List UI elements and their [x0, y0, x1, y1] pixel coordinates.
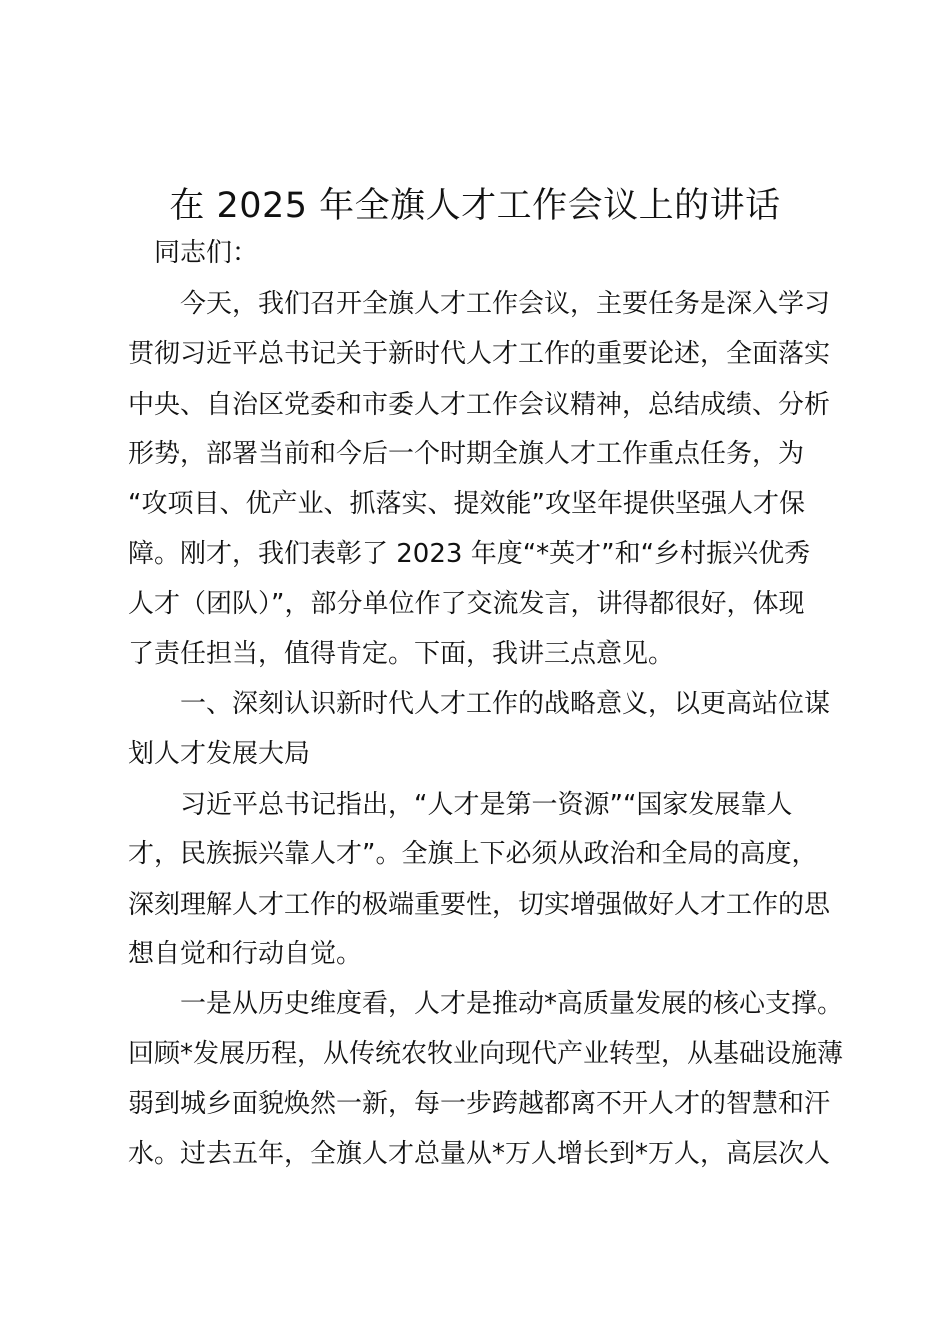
body-line: 障。刚才，我们表彰了 2023 年度“*英才”和“乡村振兴优秀 — [128, 539, 811, 569]
body-line: 中央、自治区党委和市委人才工作会议精神，总结成绩、分析 — [128, 390, 831, 420]
body-line: 回顾*发展历程，从传统农牧业向现代产业转型，从基础设施薄 — [128, 1039, 844, 1069]
body-line: 习近平总书记指出，“人才是第一资源”“国家发展靠人 — [128, 790, 793, 820]
body-line: 弱到城乡面貌焕然一新，每一步跨越都离不开人才的智慧和汗 — [128, 1089, 831, 1119]
body-line: 才，民族振兴靠人才”。全旗上下必须从政治和全局的高度， — [128, 839, 818, 869]
document-title: 在 2025 年全旗人才工作会议上的讲话 — [169, 186, 781, 226]
body-line: 了责任担当，值得肯定。下面，我讲三点意见。 — [128, 639, 675, 669]
body-line: “攻项目、优产业、抓落实、提效能”攻坚年提供坚强人才保 — [128, 489, 805, 519]
body-line: 想自觉和行动自觉。 — [128, 939, 363, 969]
body-line: 今天，我们召开全旗人才工作会议，主要任务是深入学习 — [128, 289, 831, 319]
body-line: 形势，部署当前和今后一个时期全旗人才工作重点任务，为 — [128, 439, 805, 469]
section-heading-line: 划人才发展大局 — [128, 739, 311, 769]
body-line: 贯彻习近平总书记关于新时代人才工作的重要论述，全面落实 — [128, 339, 831, 369]
body-line: 一是从历史维度看，人才是推动*高质量发展的核心支撑。 — [128, 989, 844, 1019]
body-line: 水。过去五年，全旗人才总量从*万人增长到*万人，高层次人 — [128, 1139, 831, 1169]
section-heading-line: 一、深刻认识新时代人才工作的战略意义，以更高站位谋 — [128, 689, 831, 719]
salutation: 同志们： — [128, 238, 259, 268]
body-line: 深刻理解人才工作的极端重要性，切实增强做好人才工作的思 — [128, 890, 831, 920]
body-line: 人才（团队）”，部分单位作了交流发言，讲得都很好，体现 — [128, 589, 805, 619]
